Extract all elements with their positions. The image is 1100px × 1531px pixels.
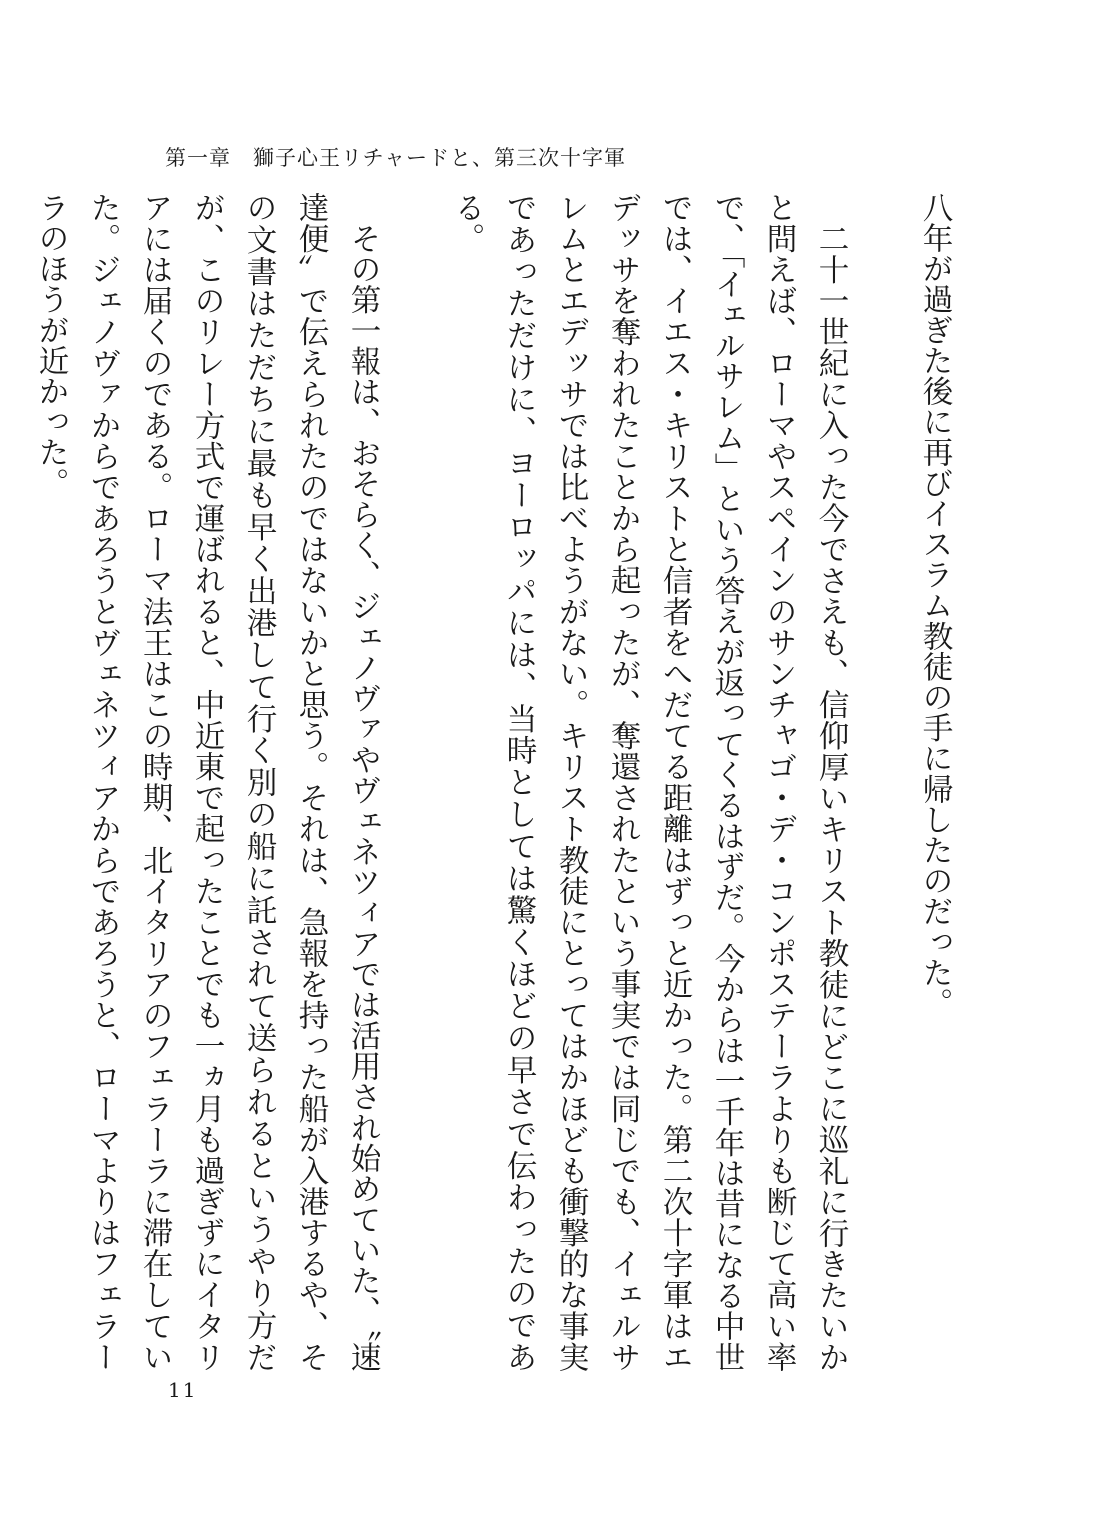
paragraph-gap bbox=[0, 192, 24, 1372]
paragraph-gap bbox=[856, 192, 908, 1372]
page-number: 11 bbox=[168, 1378, 198, 1402]
paragraph-gap bbox=[388, 192, 440, 1372]
paragraph-1: 八年が過ぎた後に再びイスラム教徒の手に帰したのだった。 bbox=[917, 192, 952, 1019]
running-head: 第一章 獅子心王リチャードと、第三次十字軍 bbox=[165, 146, 626, 170]
paragraph-3: その第一報は、おそらく、ジェノヴァやヴェネツィアでは活用され始めていた、〝速達便〟で伝えられたのではないかと思う。それは、急報を持った船が入港するや、その文書はただちに最も早く出港して行く別の船に託されて送られるというやり方だが、このリレー方式で運ばれると、中近東で起ったことでも一ヵ月も過ぎずにイタリアには届くのである。ローマ法王はこの時期、北イタリアのフェラーラに滞在していた。ジェノヴァからであろうとヴェネツィアからであろうと、ローマよりはフェラーラのほうが近かった。 bbox=[33, 192, 380, 1372]
paragraph-2: 二十一世紀に入った今でさえも、信仰厚いキリスト教徒にどこに巡礼に行きたいかと問えば、ローマやスペインのサンチャゴ・デ・コンポステーラよりも断じて高い率で、「イェルサレム」という答えが返ってくるはずだ。今からは一千年は昔になる中世では、イエス・キリストと信者をへだてる距離はずっと近かった。第二次十字軍はエデッサを奪われたことから起ったが、奪還されたという事実では同じでも、イェルサレムとエデッサでは比べようがない。キリスト教徒にとってはかほども衝撃的な事実であっただけに、ヨーロッパには、当時としては驚くほどの早さで伝わったのである。 bbox=[449, 192, 848, 1372]
body-text bbox=[33, 192, 960, 1372]
